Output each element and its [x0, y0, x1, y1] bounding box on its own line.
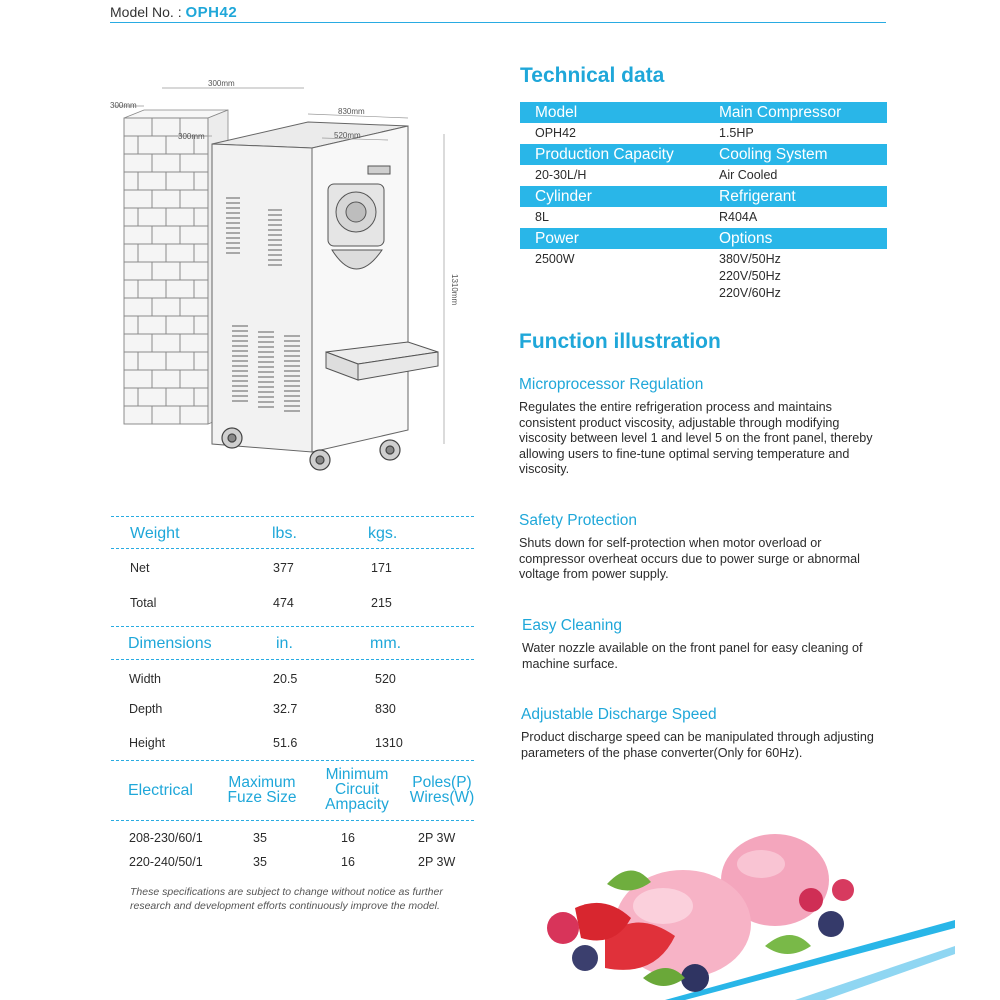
divider — [111, 548, 474, 549]
tech-header-row — [520, 228, 887, 249]
blueberry — [818, 911, 844, 937]
spec-cell-value: 377 — [273, 561, 294, 575]
tech-value-row — [520, 123, 887, 144]
header-line: Ampacity — [325, 796, 389, 813]
header-line: Circuit — [335, 781, 379, 798]
spec-row-label: Net — [130, 561, 150, 575]
spec-row-label: Width — [129, 672, 161, 686]
scoop-highlight — [737, 850, 785, 878]
spec-cell-value: 2P 3W — [418, 831, 456, 845]
divider — [111, 659, 474, 660]
function-item — [521, 706, 881, 761]
min-circuit-header — [314, 767, 400, 812]
spec-cell-value: 35 — [253, 831, 267, 845]
function-item-text: Regulates the entire refrigeration process and maintains consistent product viscosity, adjustable through modifying viscosity between level 1 and level 5 on the front panel, thereby allowing users to fine-tune optimal serving temperature and viscosity. — [519, 400, 873, 476]
poles-wires-header — [404, 775, 480, 805]
header-line: Wires(W) — [409, 789, 475, 806]
machine-drawing — [108, 74, 468, 484]
tech-value-cell: 1.5HP — [719, 126, 754, 140]
function-item-text: Product discharge speed can be manipulated through adjusting parameters of the phase converter(Only for 60Hz). — [521, 730, 874, 760]
option-item: 380V/50Hz — [719, 252, 781, 266]
function-item-title: Adjustable Discharge Speed — [521, 706, 717, 723]
dimensions-header: Dimensions — [128, 635, 212, 652]
spec-row-label: Total — [130, 596, 157, 610]
model-value: OPH42 — [185, 4, 238, 21]
mint-leaf — [765, 935, 811, 954]
dim-depth: 830mm — [338, 107, 365, 116]
spec-cell-value: 35 — [253, 855, 267, 869]
tech-value-cell: R404A — [719, 210, 758, 224]
function-illustration-title: Function illustration — [519, 330, 721, 353]
spec-row-label: 208-230/60/1 — [129, 831, 203, 845]
tech-header-row — [520, 186, 887, 207]
weight-unit-header: kgs. — [368, 525, 398, 542]
option-item: 220V/50Hz — [719, 269, 781, 283]
header-line: Maximum — [228, 774, 296, 791]
options-list — [719, 249, 887, 302]
header-rule — [110, 22, 886, 23]
tech-header-cell: Cylinder — [535, 188, 592, 205]
header-line: Poles(P) — [412, 774, 472, 791]
tech-value-cell: 2500W — [535, 252, 575, 266]
blueberry — [681, 964, 709, 992]
spec-cell-value: 20.5 — [273, 672, 298, 686]
raspberry — [799, 888, 823, 912]
tech-header-cell: Power — [535, 230, 579, 247]
tech-header-cell: Model — [535, 104, 578, 121]
model-label: Model No. : — [110, 4, 186, 20]
spec-cell-value: 16 — [341, 831, 355, 845]
spec-row-label: Depth — [129, 702, 163, 716]
tech-header-cell: Options — [719, 230, 773, 247]
spec-cell-value: 32.7 — [273, 702, 298, 716]
max-fuze-header — [220, 775, 304, 805]
blueberry — [572, 945, 598, 971]
function-item — [522, 617, 882, 672]
tech-value-cell: OPH42 — [535, 126, 576, 140]
technical-data-table — [520, 102, 887, 302]
spec-row-label: Height — [129, 736, 166, 750]
dim-height: 1310mm — [450, 274, 459, 306]
function-item-text: Water nozzle available on the front panel for easy cleaning of machine surface. — [522, 641, 863, 671]
ice-cream-illustration — [535, 828, 955, 1000]
tech-header-cell: Cooling System — [719, 146, 828, 163]
dim-wall-top: 300mm — [208, 79, 235, 88]
header-line: Fuze Size — [227, 789, 297, 806]
spec-cell-value: 1310 — [375, 736, 403, 750]
tech-header-cell: Production Capacity — [535, 146, 674, 163]
accent-swoosh — [795, 946, 955, 1000]
spec-cell-value: 830 — [375, 702, 396, 716]
divider — [111, 516, 474, 517]
spec-cell-value: 16 — [341, 855, 355, 869]
dim-wall-gap: 300mm — [178, 132, 205, 141]
spec-row-label: 220-240/50/1 — [129, 855, 203, 869]
tech-value-cell: Air Cooled — [719, 168, 778, 182]
option-item: 220V/60Hz — [719, 286, 781, 300]
raspberry — [832, 879, 854, 901]
spec-cell-value: 2P 3W — [418, 855, 456, 869]
scoop-highlight — [633, 888, 693, 924]
header-line: Minimum — [325, 766, 389, 783]
function-item-title: Safety Protection — [519, 512, 638, 529]
divider — [111, 820, 474, 821]
spec-cell-value: 215 — [371, 596, 392, 610]
dimensions-unit-header: in. — [276, 635, 293, 652]
dim-wall-side: 300mm — [110, 101, 137, 110]
spec-cell-value: 171 — [371, 561, 392, 575]
tech-header-cell: Refrigerant — [719, 188, 796, 205]
weight-unit-header: lbs. — [272, 525, 297, 542]
tech-header-cell: Main Compressor — [719, 104, 842, 121]
tech-header-row — [520, 102, 887, 123]
function-item — [519, 512, 879, 583]
tech-value-row — [520, 249, 887, 302]
dimensions-unit-header: mm. — [370, 635, 402, 652]
function-item-text: Shuts down for self-protection when motor overload or compressor overheat occurs due to power surge or abnormal voltage from power supply. — [519, 536, 860, 581]
spec-cell-value: 474 — [273, 596, 294, 610]
tech-header-row — [520, 144, 887, 165]
spec-cell-value: 520 — [375, 672, 396, 686]
function-item-title: Microprocessor Regulation — [519, 376, 704, 393]
tech-value-cell: 8L — [535, 210, 549, 224]
tech-value-row — [520, 165, 887, 186]
divider — [111, 760, 474, 761]
raspberry — [547, 912, 579, 944]
tech-value-cell: 20-30L/H — [535, 168, 587, 182]
weight-header: Weight — [130, 525, 180, 542]
divider — [111, 626, 474, 627]
function-item-title: Easy Cleaning — [522, 617, 622, 634]
spec-cell-value: 51.6 — [273, 736, 298, 750]
tech-value-row — [520, 207, 887, 228]
dim-width: 520mm — [334, 131, 361, 140]
technical-data-title: Technical data — [520, 64, 665, 87]
model-number-line — [110, 4, 237, 21]
electrical-header: Electrical — [128, 782, 193, 799]
function-item — [519, 376, 879, 478]
disclaimer: These specifications are subject to change without notice as further research and development efforts continuously improve the model. — [130, 886, 443, 912]
